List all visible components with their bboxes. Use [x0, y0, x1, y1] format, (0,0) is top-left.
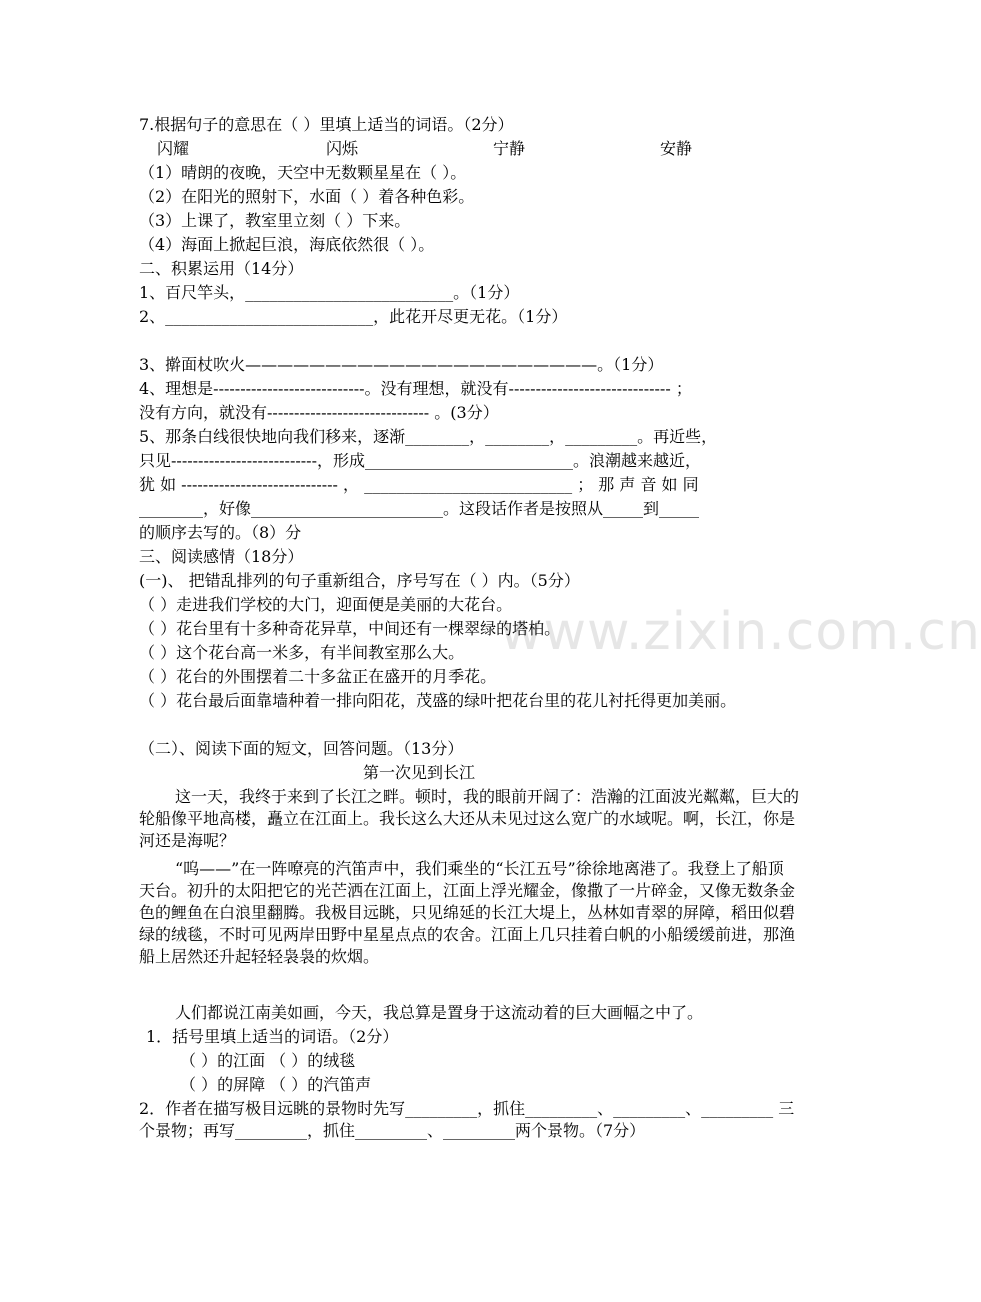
- s3-part2-title: （二）、阅读下面的短文，回答问题。（13分）: [139, 739, 464, 758]
- s3-sentence-2: （ ）花台里有十多种奇花异草，中间还有一棵翠绿的塔柏。: [139, 619, 561, 638]
- s2-q5-line1: 5、那条白线很快地向我们移来，逐渐________，________，_________。再近些，: [139, 427, 718, 446]
- s2-q2: 2、__________________________，此花开尽更无花。（1分）: [139, 307, 568, 326]
- s3-sentence-1: （ ）走进我们学校的大门，迎面便是美丽的大花台。: [139, 595, 513, 614]
- watermark: www.zixin.com.cn: [500, 602, 981, 662]
- article-paragraph-3: 人们都说江南美如画，今天，我总算是置身于这流动着的巨大画幅之中了。: [175, 1003, 704, 1022]
- s3-sentence-3: （ ）这个花台高一米多，有半间教室那么大。: [139, 643, 465, 662]
- s3-q1-row1: （ ）的江面 （ ）的绒毯: [180, 1051, 356, 1070]
- q7-title: 7.根据句子的意思在（ ）里填上适当的词语。（2分）: [139, 115, 514, 134]
- s2-q1: 1、百尺竿头，__________________________。（1分）: [139, 283, 520, 302]
- article-paragraph-1: 这一天，我终于来到了长江之畔。顿时，我的眼前开阔了：浩瀚的江面波光粼粼，巨大的轮船像平地高楼，矗立在江面上。我长这么大还从未见过这么宽广的水域呢。啊，长江，你是河还是海呢？: [139, 787, 800, 850]
- s2-q5-line5: 的顺序去写的。（8）分: [139, 523, 302, 542]
- word-option-2: 闪烁: [326, 139, 359, 158]
- s3-q1-row2: （ ）的屏障 （ ）的汽笛声: [180, 1075, 372, 1094]
- q7-item-3: （3）上课了，教室里立刻（ ）下来。: [139, 211, 411, 230]
- q7-item-1: （1）晴朗的夜晚，天空中无数颗星星在（ ）。: [139, 163, 467, 182]
- article-title: 第一次见到长江: [362, 763, 475, 782]
- s3-sentence-5: （ ）花台最后面靠墙种着一排向阳花，茂盛的绿叶把花台里的花儿衬托得更加美丽。: [139, 691, 737, 710]
- s3-q1-title: 1．括号里填上适当的词语。（2分）: [146, 1027, 399, 1046]
- q7-item-2: （2）在阳光的照射下，水面（ ）着各种色彩。: [139, 187, 475, 206]
- s2-q5-line4: ________，好像________________________。这段话作者是按照从_____到_____: [139, 499, 700, 518]
- word-option-3: 宁静: [493, 139, 526, 158]
- s3-sentence-4: （ ）花台的外围摆着二十多盆正在盛开的月季花。: [139, 667, 497, 686]
- section2-heading: 二、积累运用（14分）: [139, 259, 304, 278]
- article-paragraph-2: “呜——”在一阵嘹亮的汽笛声中，我们乘坐的“长江五号”徐徐地离港了。我登上了船顶天台。初升的太阳把它的光芒洒在江面上，江面上浮光耀金，像撒了一片碎金，又像无数条金色的鲤鱼在白浪里翻腾。我极目远眺，只见绵延的长江大堤上，丛林如青翠的屏障，稻田似碧绿的绒毯，不时可见两岸田野中星星点点的农舍。江面上几只挂着白帆的小船缓缓前进，那渔船上居然还升起轻轻袅袅的炊烟。: [139, 859, 796, 966]
- section3-heading: 三、阅读感情（18分）: [139, 547, 304, 566]
- s2-q4-line2: 没有方向，就没有------------------------------ 。(3分）: [139, 403, 499, 422]
- s3-part1-title: (一)、 把错乱排列的句子重新组合，序号写在（ ）内。（5分）: [139, 571, 580, 590]
- word-option-1: 闪耀: [157, 139, 190, 158]
- s2-q3: 3、擀面杖吹火——————————————————————。（1分）: [139, 355, 664, 374]
- s2-q5-line3: 犹 如 ----------------------------- ， __________________________ ； 那 声 音 如 同: [139, 475, 699, 494]
- s3-q2-text: 2．作者在描写极目远眺的景物时先写_________，抓住_________、_________、_________ 三个景物；再写_________，抓住_________、_________两个景物。（7分）: [139, 1099, 795, 1140]
- word-option-4: 安静: [660, 139, 693, 158]
- s2-q4-line1: 4、理想是----------------------------。没有理想，就没有------------------------------ ；: [139, 379, 692, 398]
- s2-q5-line2: 只见---------------------------，形成__________________________。浪潮越来越近，: [139, 451, 701, 470]
- q7-item-4: （4）海面上掀起巨浪，海底依然很（ ）。: [139, 235, 435, 254]
